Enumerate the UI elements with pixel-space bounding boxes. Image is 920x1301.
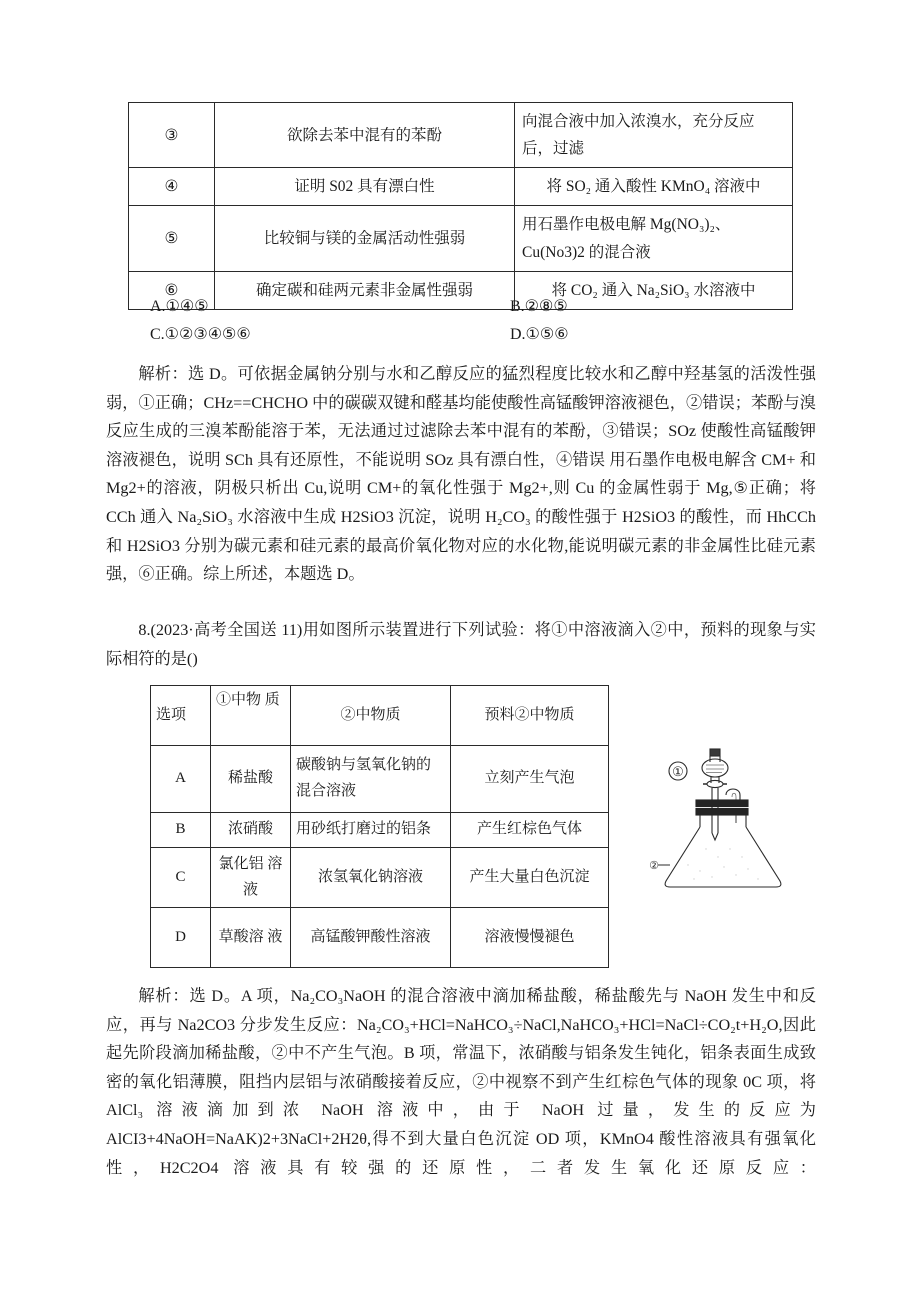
header-expected: 预料②中物质 — [451, 686, 609, 746]
table-row — [129, 168, 793, 206]
table-row — [129, 271, 793, 309]
table-row — [151, 908, 609, 968]
row-index: ⑥ — [129, 271, 215, 309]
table-header-row — [151, 686, 609, 746]
question-8-options-table — [150, 685, 609, 968]
table-row — [151, 847, 609, 908]
row-substance-1: 草酸溶 液 — [211, 908, 291, 968]
row-goal: 欲除去苯中混有的苯酚 — [215, 103, 515, 168]
row-goal: 比较铜与镁的金属活动性强弱 — [215, 206, 515, 271]
stipple-texture — [687, 848, 758, 879]
table-row — [151, 813, 609, 848]
option-b[interactable]: B.②⑧⑤ — [510, 298, 568, 315]
row-index: ④ — [129, 168, 215, 206]
row-substance-2: 高锰酸钾酸性溶液 — [291, 908, 451, 968]
row-substance-2: 浓氢氧化钠溶液 — [291, 847, 451, 908]
row-substance-2: 碳酸钠与氢氧化钠的 混合溶液 — [291, 746, 451, 813]
row-index: ③ — [129, 103, 215, 168]
header-substance-2: ②中物质 — [291, 686, 451, 746]
experiment-goal-table — [128, 102, 793, 310]
row-substance-2: 用砂纸打磨过的铝条 — [291, 813, 451, 848]
dropping-funnel-flask-diagram — [648, 745, 798, 905]
rubber-stopper-band-1 — [696, 800, 748, 807]
row-substance-1: 浓硝酸 — [211, 813, 291, 848]
row-option: A — [151, 746, 211, 813]
row-expected: 产生红棕色气体 — [451, 813, 609, 848]
row-option: C — [151, 847, 211, 908]
rubber-stopper-band-2 — [696, 809, 748, 816]
header-substance-1: ①中物 质 — [211, 686, 291, 746]
row-operation: 将 SO₂ 通入酸性 KMnO₄ 溶液中 — [515, 168, 793, 206]
header-option: 选项 — [151, 686, 211, 746]
apparatus-figure — [648, 745, 798, 905]
solution-paragraph-8: 解析：选 D。A 项，Na₂CO₃NaOH 的混合溶液中滴加稀盐酸，稀盐酸先与 NaOH 发生中和反应，再与 Na2CO3 分步发生反应：Na₂CO₃+HCl=NaHCO₃÷NaCl,NaHCO₃+HCl=NaCl÷CO₂t+H₂O,因此起先阶段滴加稀盐酸，②中不产生气泡。B 项，常温下，浓硝酸与铝条发生钝化，铝条表面生成致密的氧化铝薄膜，阻挡内层铝与浓硝酸接着反应，②中视察不到产生红棕色气体的现象 0C 项，将 AlCl₃ 溶液滴加到浓 NaOH 溶液中，由于 NaOH 过量，发生的反应为 AlCI3+4NaOH=NaAK)2+3NaCl+2H2θ,得不到大量白色沉淀 OD 项，KMnO4 酸性溶液具有强氧化性，H2C2O4 溶液具有较强的还原性，二者发生氧化还原反应： — [106, 987, 816, 1177]
funnel-stopper-icon — [710, 749, 720, 756]
solution-paragraph-7: 解析：选 D。可依据金属钠分别与水和乙醇反应的猛烈程度比较水和乙醇中羟基氢的活泼性强弱，①正确；CHz==CHCHO 中的碳碳双键和醛基均能使酸性高锰酸钾溶液褪色，②错误；苯酚与溴反应生成的三溴苯酚能溶于苯，无法通过过滤除去苯中混有的苯酚，③错误；SOz 使酸性高锰酸钾溶液褪色，说明 SCh 具有还原性，不能说明 SOz 具有漂白性，④错误 用石墨作电极电解含 CM+ 和 Mg2+的溶液，阴极只析出 Cu,说明 CM+的氧化性强于 Mg2+,则 Cu 的金属性弱于 Mg,⑤正确；将 CCh 通入 Na₂SiO₃ 水溶液中生成 H2SiO3 沉淀，说明 H₂CO₃ 的酸性强于 H2SiO3 的酸性，而 HhCCh 和 H2SiO3 分别为碳元素和硅元素的最高价氧化物对应的水化物,能说明碳元素的非金属性比硅元素强，⑥正确。综上所述，本题选 D。 — [106, 365, 816, 584]
row-option: D — [151, 908, 211, 968]
row-expected: 溶液慢慢褪色 — [451, 908, 609, 968]
table-row — [151, 746, 609, 813]
row-operation: 用石墨作电极电解 Mg(NO₃)₂、Cu(No3)2 的混合液 — [515, 206, 793, 271]
option-d[interactable]: D.①⑤⑥ — [510, 326, 569, 343]
conical-flask — [665, 827, 781, 887]
table-row — [129, 206, 793, 271]
row-option: B — [151, 813, 211, 848]
funnel-label-text: ① — [672, 764, 684, 779]
row-substance-1: 氯化铝 溶 液 — [211, 847, 291, 908]
question-8-text: 8.(2023·高考全国送 11)用如图所示装置进行下列试验：将①中溶液滴入②中，预料的现象与实际相符的是() — [106, 621, 816, 668]
row-operation: 将 CO₂ 通入 Na₂SiO₃ 水溶液中 — [515, 271, 793, 309]
table-row — [129, 103, 793, 168]
option-a[interactable]: A.①④⑤ — [150, 298, 209, 315]
row-expected: 产生大量白色沉淀 — [451, 847, 609, 908]
row-operation: 向混合液中加入浓溴水，充分反应后，过滤 — [515, 103, 793, 168]
row-index: ⑤ — [129, 206, 215, 271]
option-c[interactable]: C.①②③④⑤⑥ — [150, 326, 251, 343]
row-goal: 确定碳和硅两元素非金属性强弱 — [215, 271, 515, 309]
row-substance-1: 稀盐酸 — [211, 746, 291, 813]
row-expected: 立刻产生气泡 — [451, 746, 609, 813]
stopcock — [707, 780, 723, 787]
flask-label-text: ② — [649, 860, 659, 872]
funnel-bulb — [702, 759, 728, 777]
row-goal: 证明 S02 具有漂白性 — [215, 168, 515, 206]
